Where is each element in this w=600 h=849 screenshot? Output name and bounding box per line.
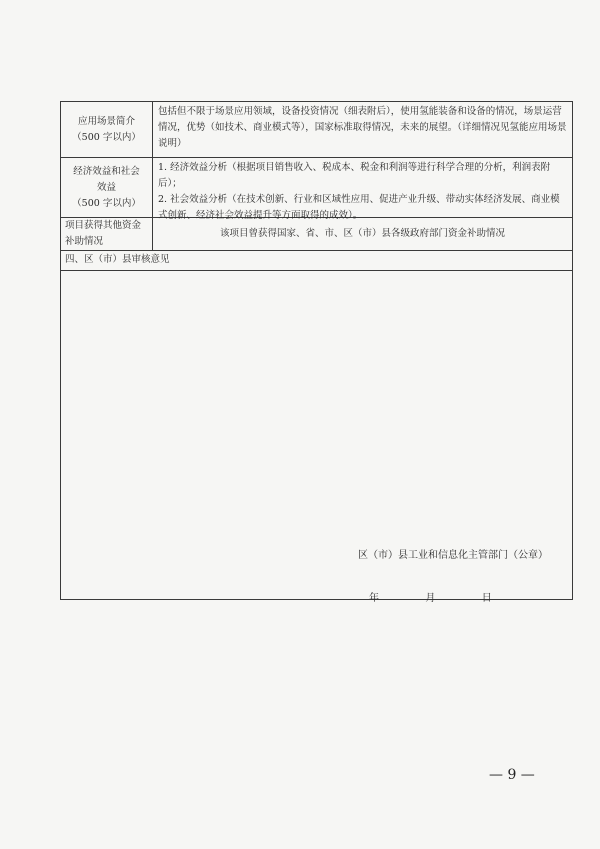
- date-month: 月: [425, 593, 436, 604]
- row-label: 项目获得其他资金补助情况: [61, 218, 153, 250]
- page-number: — 9 —: [489, 767, 535, 783]
- section-title: 四、区（市）县审核意见: [65, 254, 170, 265]
- row-label: [61, 102, 153, 157]
- content-line: 2. 社会效益分析（在技术创新、行业和区域性应用、促进产业升级、带动实体经济发展、商业模式创新、经济社会效益提升等方面取得的成效）。: [158, 194, 560, 221]
- date-year: 年: [369, 593, 379, 604]
- table-row-review-area: [61, 271, 572, 604]
- row-content: 包括但不限于场景应用领域，设备投资情况（细表附后），使用氢能装备和设备的情况，场景运营情况，优势（如技术、商业模式等），国家标准取得情况，未来的展望。（详细情况见氢能应用场景说明）: [158, 106, 567, 149]
- table-row-application-scenario: [61, 102, 572, 158]
- date-line: [369, 589, 492, 604]
- row-label: [61, 158, 153, 217]
- row-content: 该项目曾获得国家、省、市、区（市）县各级政府部门资金补助情况: [219, 228, 505, 239]
- label-line: （500 字以内）: [72, 197, 141, 209]
- application-form-table: [60, 101, 573, 604]
- label-line: （500 字以内）: [72, 131, 141, 143]
- content-line: 1. 经济效益分析（根据项目销售收入、税成本、税金和利润等进行科学合理的分析，利润表附后）；: [158, 162, 551, 189]
- label-line: 经济效益和社会: [73, 165, 140, 177]
- date-day: 日: [481, 593, 492, 604]
- table-row-benefits: [61, 158, 572, 221]
- table-row-other-funding: [61, 218, 572, 251]
- signature-line: 区（市）县工业和信息化主管部门（公章）: [358, 550, 548, 561]
- label-line: 应用场景简介: [77, 115, 135, 127]
- label-line: 效益: [96, 181, 116, 193]
- table-row-review-title: [61, 251, 572, 271]
- row-content: [153, 158, 572, 221]
